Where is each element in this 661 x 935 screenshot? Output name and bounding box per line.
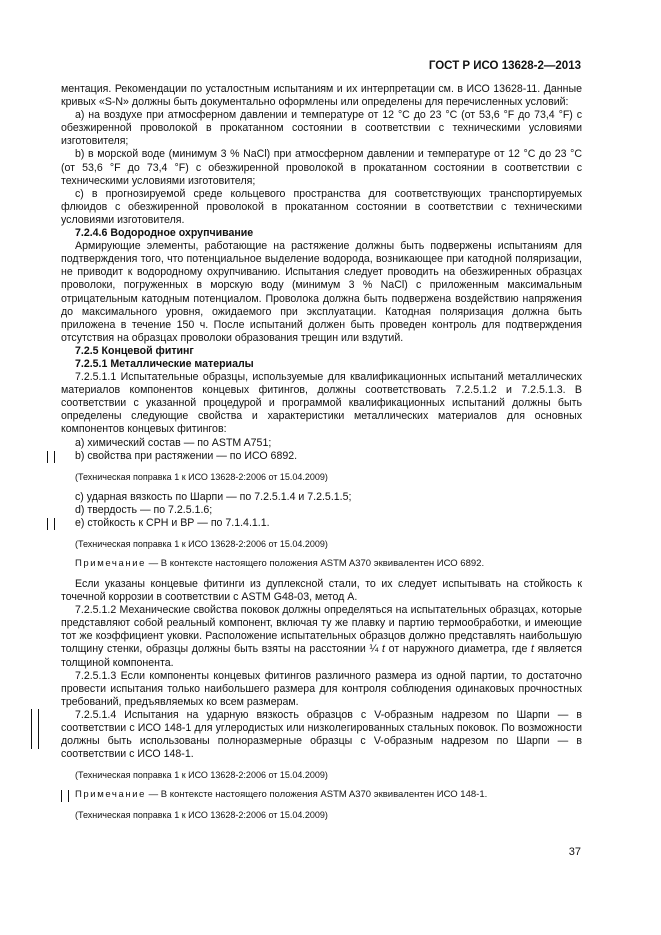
paragraph: ментация. Рекомендации по усталостным испытаниям и их интерпретации см. в ИСО 13628-11. Данные кривых «S-N» должны быть документально оформлены или определены для перечисленных условий: [61,83,582,109]
document-body [61,83,582,829]
list-item: d) твердость — по 7.2.5.1.6; [75,503,213,516]
paragraph-text: от наружного диаметра, где [385,643,532,656]
paragraph: 7.2.5.1.3 Если компоненты концевых фитингов различного размера из одной партии, то достаточно провести испытания только наибольшего размера для контроля соблюдения одинаковых прочностных требований, предъявляемых ко всем размерам. [61,669,582,708]
correction-note: (Техническая поправка 1 к ИСО 13628-2:2006 от 15.04.2009) [75,539,328,549]
list-item: с) в прогнозируемой среде кольцевого пространства для соответствующих транспортируемых флюидов с обезжиренной проволокой в прокатанном состоянии в соответствии с техническими условиями изготовителя. [61,187,582,226]
correction-note: (Техническая поправка 1 к ИСО 13628-2:2006 от 15.04.2009) [75,810,328,821]
note [75,558,582,570]
list-item: а) химический состав — по ASTM A751; [75,436,272,449]
paragraph-text: 7.2.5.1.2 Механические свойства поковок должны определяться на испытательных образцах, которые представляют собой реальный компонент, включая ту же плавку и партию термообработки, и имеющие тот же коэффициент уковки. Расположение испытательных образцов должно представлять наибольшую толщину стенки, образцы должны быть взяты на расстоянии ¼ [61,604,582,656]
correction-note: (Техническая поправка 1 к ИСО 13628-2:2006 от 15.04.2009) [75,770,328,781]
list-item: b) свойства при растяжении — по ИСО 6892. [61,450,582,463]
list-item: b) в морской воде (минимум 3 % NaCl) при атмосферном давлении и температуре от 12 °C до 23 °C (от 53,6 °F до 73,4 °F) с обезжиренной проволокой в прокатанном состоянии в соответствии с техническими условиями изготовителя; [61,148,582,187]
note-text: — В контексте настоящего положения ASTM A370 эквивалентен ИСО 6892. [146,558,485,569]
paragraph: Если указаны концевые фитинги из дуплексной стали, то их следует испытывать на стойкость к точечной коррозии в соответствии с ASTM G48-03, метод А. [61,578,582,604]
paragraph: Армирующие элементы, работающие на растяжение должны быть подвержены испытаниям для подтверждения того, что потенциальное выделение водорода, возникающее при катодной поляризации, не приводит к водородному охрупчиванию. Испытания следует проводить на обезжиренных образцах проволоки, погруженных в морскую воду (минимум 3 % NaCl) с приложенным максимальным отрицательным катодным потенциалом. Проволока должна быть подвержена воздействию напряжения до максимального уровня, ожидаемого при эксплуатации. Катодная поляризация должна быть приложена в течение 150 ч. После испытаний должен быть проведен контроль для подтверждения отсутствия на образцах проволоки образования трещин или вздутий. [61,240,582,344]
document-header: ГОСТ Р ИСО 13628-2—2013 [428,60,581,72]
list-item: е) стойкость к СРН и ВР — по 7.1.4.1.1. [61,517,582,530]
section-heading: 7.2.5.1 Металлические материалы [75,357,254,370]
note-label: Примечание [75,558,146,569]
page-number: 37 [568,846,581,858]
list-item: с) ударная вязкость по Шарпи — по 7.2.5.1.4 и 7.2.5.1.5; [75,490,352,503]
correction-note: (Техническая поправка 1 к ИСО 13628-2:2006 от 15.04.2009) [75,471,328,482]
paragraph: 7.2.5.1.1 Испытательные образцы, используемые для квалификационных испытаний металлических материалов компонентов концевых фитингов, должны соответствовать 7.2.5.1.2 и 7.2.5.1.3. В соответствии с указанной процедурой и программой квалификационных испытаний должны быть определены следующие свойства и характеристики металлических материалов для основных компонентов концевых фитингов: [61,371,582,436]
section-heading: 7.2.5 Концевой фитинг [75,344,194,357]
paragraph-text: является толщиной компонента. [61,643,582,669]
note-text: — В контексте настоящего положения ASTM A370 эквивалентен ИСО 148-1. [146,789,488,801]
paragraph: 7.2.5.1.4 Испытания на ударную вязкость образцов с V-образным надрезом по Шарпи — в соответствии с ИСО 148-1 для углеродистых или низколегированных стальных поковок. По возможности должны быть использованы полноразмерные образцы с V-образным надрезом по Шарпи — в соответствии с ИСО 148-1. [61,708,582,761]
note [75,789,582,801]
section-heading: 7.2.4.6 Водородное охрупчивание [75,227,254,240]
note-label: Примечание [75,789,146,801]
paragraph [61,604,582,669]
list-item: а) на воздухе при атмосферном давлении и температуре от 12 °C до 23 °C (от 53,6 °F до 73,4 °F) с обезжиренной проволокой в прокатанном состоянии в соответствии с техническими условиями изготовителя; [61,109,582,148]
variable-t: t [382,643,385,656]
variable-t: t [531,643,534,656]
